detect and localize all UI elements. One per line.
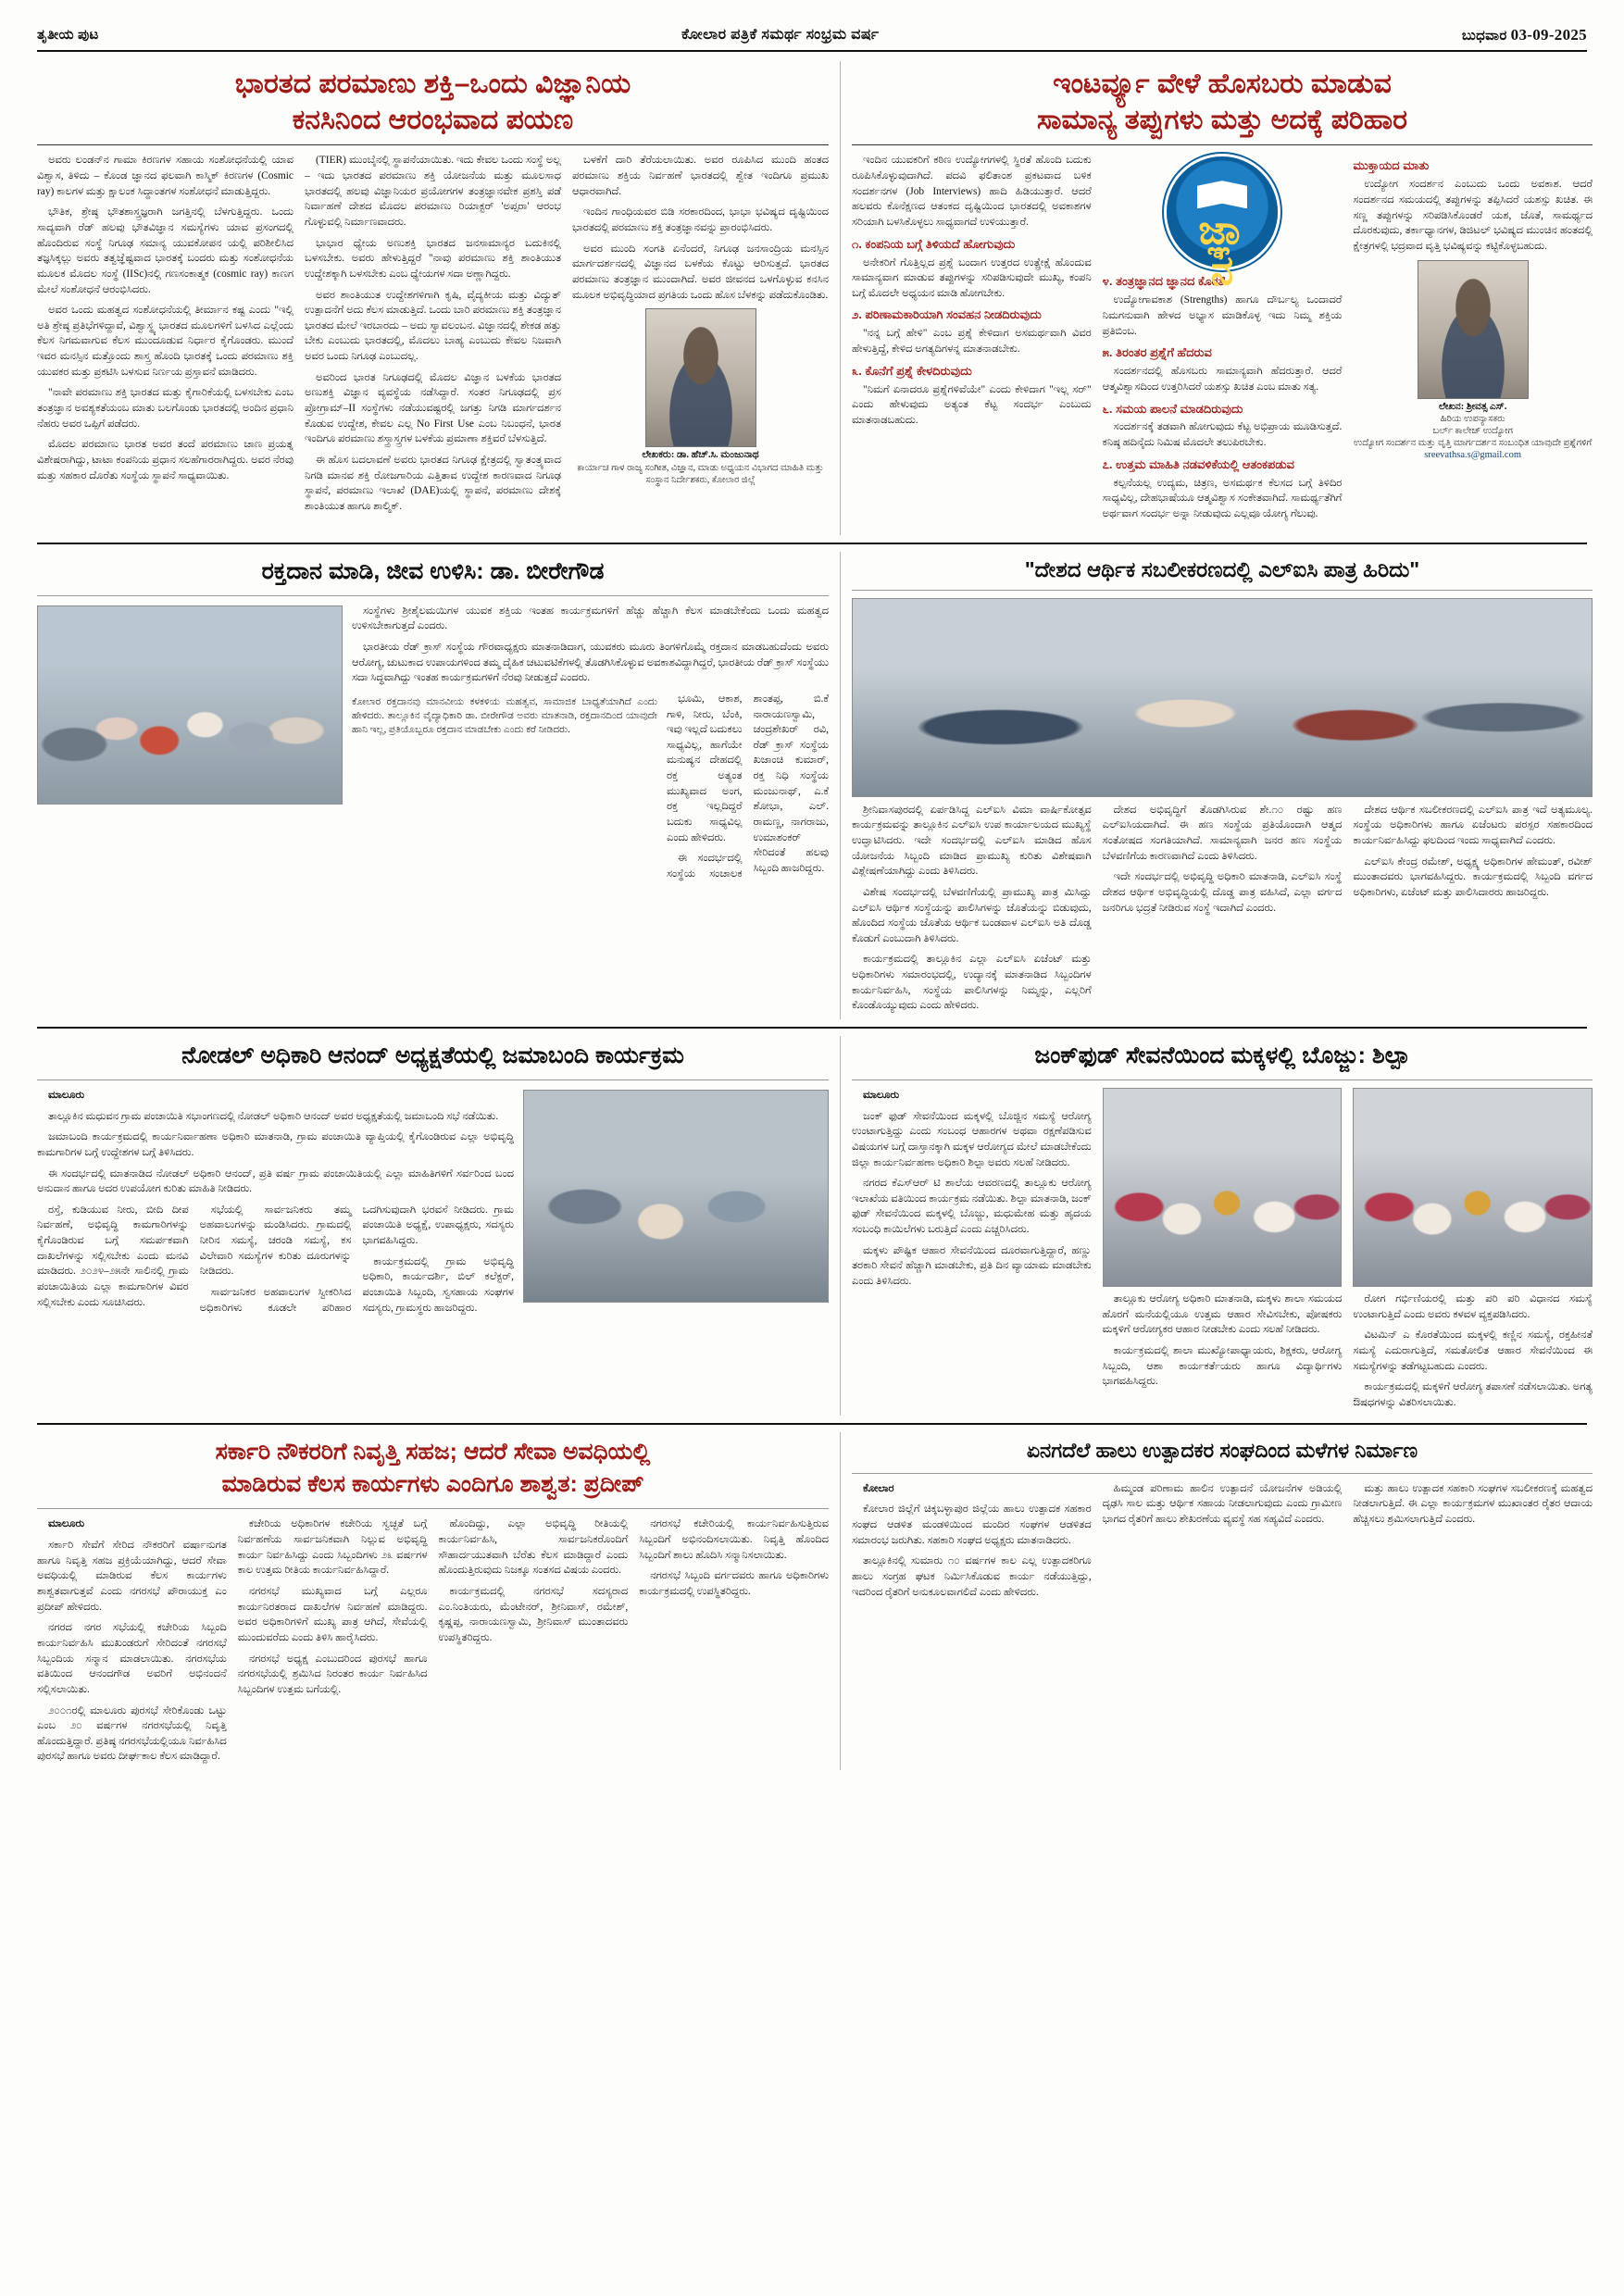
junkfood-story: [852, 1036, 1593, 1416]
lic-col-2: ದೇಶದ ಅಭಿವೃದ್ಧಿಗೆ ತೊಡಗಿಸಿರುವ ಶೇ.೧೦ ರಷ್ಟು ಹಣ ಎಲ್‌ಐಸಿಯದಾಗಿದೆ. ಈ ಹಣ ಸಂಸ್ಥೆಯ ಪ್ರತಿಯೊಂದಾಗಿ ಆತ್ಮದ ಸಂತೋಷದ ಸಂಗತಿಯಾಗಿದೆ. ಸಾಮಾನ್ಯವಾಗಿ ಜನರ ಹಣ ಸಂಸ್ಥೆಯ ಬೆಳವಣಿಗೆಯ ಕಾರಣವಾಗಿದೆ ಎಂದು ತಿಳಿಸಿದರು. ಇದೇ ಸಂದರ್ಭದಲ್ಲಿ ಅಭಿವೃದ್ಧಿ ಅಧಿಕಾರಿ ಮಾತನಾಡಿ, ಎಲ್‌ಐಸಿ ಸಂಸ್ಥೆ ದೇಶದ ಆರ್ಥಿಕ ಅಭಿವೃದ್ಧಿಯಲ್ಲಿ ದೊಡ್ಡ ಪಾತ್ರ ವಹಿಸಿದೆ, ಎಲ್ಲಾ ವರ್ಗದ ಜನರಿಗೂ ಭದ್ರತೆ ನೀಡಿರುವ ಸಂಸ್ಥೆ ಇದಾಗಿದೆ ಎಂದರು.: [1102, 804, 1343, 914]
lic-col-3: ದೇಶದ ಆರ್ಥಿಕ ಸಬಲೀಕರಣದಲ್ಲಿ ಎಲ್‌ಐಸಿ ಪಾತ್ರ ಇದೆ ಅತ್ಯಮೂಲ್ಯ. ಸಂಸ್ಥೆಯ ಅಧಿಕಾರಿಗಳು ಹಾಗೂ ಏಜೆಂಟರು ಪರಸ್ಪರ ಸಹಕಾರದಿಂದ ಕಾರ್ಯನಿರ್ವಹಿಸಿದ್ದು ಫಲದಿಂದ ಇಂದು ಸಾಧ್ಯವಾಗಿದೆ ಎಂದರು. ಎಲ್‌ಐಸಿ ಕೇಂದ್ರ ರಮೇಶ್, ಅಧ್ಯಕ್ಷ್ಯ ಅಧಿಕಾರಿಗಳ ಹೇಮಂತ್, ರವೀಶ್ ಮುಂತಾದವರು ಭಾಗವಹಿಸಿದ್ದರು. ಕಾರ್ಯಕ್ರಮದಲ್ಲಿ ಸಿಬ್ಬಂದಿ ವರ್ಗದ ಅಧಿಕಾರಿಗಳು, ಏಜೆಂಟ್ ಮತ್ತು ಪಾಲಿಸಿದಾರರು ಹಾಜರಿದ್ದರು.: [1353, 804, 1593, 898]
second-section: [37, 552, 1593, 1019]
milk-col-1: ಕೋಲಾರ ಕೋಲಾರ ಜಿಲ್ಲೆಗೆ ಚಿಕ್ಕಬಳ್ಳಾಪುರ ಜಿಲ್ಲೆಯ ಹಾಲು ಉತ್ಪಾದಕ ಸಹಕಾರ ಸಂಘದ ಆಡಳಿತ ಮಂಡಳಿಯಿಂದ ಮಂದಿರ ಸಂಘಗಳ ಆಡಳಿತದ ಸಮಾರಂಭ ಜರುಗಿತು. ಸಹಕಾರಿ ಸಂಘದ ಅಧ್ಯಕ್ಷರು ಮಾತನಾಡಿದರು. ತಾಲ್ಲೂಕಿನಲ್ಲಿ ಸುಮಾರು ೧೦ ವರ್ಷಗಳ ಕಾಲ ಎಲ್ಲ ಉತ್ಪಾದಕರಿಗೂ ಹಾಲು ಸಂಗ್ರಹ ಘಟಕ ನಿರ್ಮಿಸಿಕೊಡುವ ಕಾರ್ಯ ನಡೆಯುತ್ತಿದ್ದು, ಇದರಿಂದ ರೈತರಿಗೆ ಅನುಕೂಲವಾಗಲಿದೆ ಎಂದು ಹೇಳಿದರು.: [852, 1482, 1092, 1598]
pension-col-1: ಮಾಲೂರು ಸರ್ಕಾರಿ ಸೇವೆಗೆ ಸೇರಿದ ನೌಕರರಿಗೆ ವರ್ಷಾನುಗತ ಹಾಗೂ ನಿವೃತ್ತಿ ಸಹಜ ಪ್ರಕ್ರಿಯೆಯಾಗಿದ್ದು, ಆದರೆ ಸೇವಾ ಅವಧಿಯಲ್ಲಿ ಮಾಡಿರುವ ಕೆಲಸ ಕಾರ್ಯಗಳು ಶಾಶ್ವತವಾಗುತ್ತವೆ ಎಂದು ನಗರಸಭೆ ಪೌರಾಯುಕ್ತ ಎಂ ಪ್ರದೀಪ್ ಹೇಳಿದರು. ನಗರದ ನಗರ ಸಭೆಯಲ್ಲಿ ಕಚೇರಿಯ ಸಿಬ್ಬಂದಿ ಕಾರ್ಯನಿರ್ವಹಿಸಿ ಮುಖಂಡರುಗೆ ಸೇರಿದಂತೆ ನಗರಸಭೆ ಸಿಬ್ಬಂದಿಯ ಸನ್ಮಾನ ಮಾಡಲಾಯಿತು. ನಗರಸಭೆಯ ವತಿಯಿಂದ ಆನಂದಗೌಡ ಅವರಿಗೆ ಅಭಿನಂದನೆ ಸಲ್ಲಿಸಲಾಯಿತು. ೨೦೦೧ರಲ್ಲಿ ಮಾಲೂರು ಪುರಸಭೆ ಸೇರಿಕೊಂಡು ಒಟ್ಟು ಎಂಬ ೨೦ ವರ್ಷಗಳ ನಗರಸಭೆಯಲ್ಲಿ ನಿವೃತ್ತಿ ಹೊಂದುತ್ತಿದ್ದಾರೆ. ಪ್ರತಿಷ್ಠ ನಗರಸಭೆಯಲ್ಲಿಯೂ ನಿರ್ವಹಿಸಿದ ಪುರಸಭೆ ಹಾಗೂ ಅವರು ದೀರ್ಘಕಾಲ ಕೆಲಸ ಮಾಡಿದ್ದಾರೆ.: [37, 1518, 227, 1763]
pension-col-3: ಹೊಂದಿದ್ದು, ಎಲ್ಲಾ ಅಭಿವೃದ್ಧಿ ರೀತಿಯಲ್ಲಿ ಕಾರ್ಯನಿರ್ವಹಿಸಿ, ಸಾರ್ವಜನಿಕರೊಂದಿಗೆ ಸೌಹಾರ್ದಯುತವಾಗಿ ಬೆರೆತು ಕೆಲಸ ಮಾಡಿದ್ದಾರೆ ಎಂದು ಹೊಂದುತ್ತಿರುವುದು ನಿಜಕ್ಕೂ ಸಂತಸದ ವಿಷಯ ಎಂದರು. ಕಾರ್ಯಕ್ರಮದಲ್ಲಿ ನಗರಸಭೆ ಸದಸ್ಯರಾದ ಎಂ.ನಿಂತಿಯರು, ಮೆಂಟೇನರ್, ಶ್ರೀನಿವಾಸ್, ರಮೇಶ್, ಕೃಷ್ಣಪ್ಪ, ನಾರಾಯಣಸ್ವಾಮಿ, ಶ್ರೀನಿವಾಸ್ ಮುಂತಾದವರು ಉಪಸ್ಥಿತರಿದ್ದರು.: [438, 1518, 629, 1643]
interview-author-email[interactable]: sreevathsa.s@gmail.com: [1424, 450, 1522, 461]
junkfood-headline: ಜಂಕ್‌ಫುಡ್ ಸೇವನೆಯಿಂದ ಮಕ್ಕಳಲ್ಲಿ ಬೊಜ್ಜು: ಶಿಲ್ಪಾ: [1034, 1042, 1410, 1068]
lic-col-1: ಶ್ರೀನಿವಾಸಪುರದಲ್ಲಿ ಏರ್ಪಡಿಸಿದ್ದ ಎಲ್‌ಐಸಿ ವಿಮಾ ವಾರ್ಷಿಕೋತ್ಸವ ಕಾರ್ಯಕ್ರಮವನ್ನು ತಾಲ್ಲೂಕಿನ ಎಲ್‌ಐಸಿ ಉಪ ಕಾರ್ಯಾಲಯದ ಮುಖ್ಯಸ್ಥೆ ಉದ್ಘಾಟಿಸಿದರು. ಇದೇ ಸಂದರ್ಭದಲ್ಲಿ ಎಲ್‌ಐಸಿ ಮಾಡಿದ ಹೊಸ ಯೋಜನೆಯ ಸಿಬ್ಬಂದಿ ಮಾಡಿದ ಪ್ರಾಮುಖ್ಯ ಕುರಿತು ವಿಶೇಷವಾಗಿ ವಿಶ್ಲೇಷಣೆಯಾಗಿದ್ದು ಎಂದು ತಿಳಿಸಿದರು. ವಿಶೇಷ ಸಂದರ್ಭದಲ್ಲಿ ಬೆಳವಣಿಗೆಯಲ್ಲಿ ಪ್ರಾಮುಖ್ಯ ಪಾತ್ರ ಮಿಸಿದ್ದು ಎಲ್‌ಐಸಿ ಆರ್ಥಿಕ ಸಂಸ್ಥೆಯನ್ನು ಪಾಲಿಸಿಗಳನ್ನು ಜೊತೆಯನ್ನು ಬಿಡುವುದು, ಹೊಂದಿದ ಸಂಸ್ಥೆಯ ಜೊತೆಯ ಆರ್ಥಿಕ ಬಂಡವಾಳ ಎಲ್‌ಐಸಿ ಅತಿ ದೊಡ್ಡ ಕೊಡುಗೆ ಎಂಬುದಾಗಿ ತಿಳಿಸಿದರು. ಕಾರ್ಯಕ್ರಮದಲ್ಲಿ ತಾಲ್ಲೂಕಿನ ಎಲ್ಲಾ ಎಲ್‌ಐಸಿ ಏಜೆಂಟ್ ಮತ್ತು ಅಧಿಕಾರಿಗಳು ಸಮಾರಂಭದಲ್ಲಿ, ಉದ್ಯಾನಕ್ಕೆ ಮಾತನಾಡಿದ ಸಿಬ್ಬಂದಿಗಳ ಕಾರ್ಯನಿರ್ವಹಿಸಿ, ಸಂಸ್ಥೆಯ ಪಾಲಿಸಿಗಳನ್ನು ನಿಮ್ಮನ್ನು, ಎಲ್ಲರಿಗೆ ಕೊಂಡೊಯ್ಯುವುದು ಎಂದು ಹೇಳಿದರು.: [852, 804, 1092, 1012]
interview-author-portrait: [1418, 260, 1529, 399]
nodal-photo-wrap: [523, 1090, 829, 1303]
lead-story-col-1: ಅವರು ಲಂಡನ್‌ನ ಗಾಮಾ ಕಿರಣಗಳ ಸಹಾಯ ಸಂಶೋಧನೆಯಲ್ಲಿ ಯಾವ ವಿಶ್ವಾಸ, ತಿಳಿದು – ಕೊಂಡ ಜ್ಞಾನದ ಫಲವಾಗಿ ಕಾಸ್ಮಿಕ್ ಕಿರಣಗಳ (Cosmic ray) ಕಾಲಗಳ ಮತ್ತು ಕ್ಷಾಲಂಕ ಸಿದ್ಧಾಂತಗಳ ಸಂಶೋಧನೆ ಮಾಡುತ್ತಿದ್ದರು. ಭೌತಿಕ, ಶ್ರೇಷ್ಠ ಭೌತಶಾಸ್ತ್ರಜ್ಞರಾಗಿ ಜಗತ್ತಿನಲ್ಲಿ ಬೆಳಗುತ್ತಿದ್ದರು. ಒಂದು ಸಾದ್ಯವಾಗಿ ರೆಡ್ ಹಲವು ಭೌತವಿಜ್ಞಾನ ಸಮಸ್ಯೆಗಳು ಯಾವ ಪ್ರಸಂಗದಲ್ಲಿ ಹೊಂದಿರುವ ಸಂಸ್ಥೆ ನಿಗೂಢ ಸಮಾನ್ಯ ಯುವಕೋಪನ ಯಲ್ಲಿ ಪರಿಶೀಲಿಸಿದ ತಜ್ಞಸಿಕ್ಕಲ್ಲು ಅವರು ತತ್ವಜ್ಞೆಷ್ಟವಾದ ಭಾರತಕ್ಕೆ ಬಂದರು ಮತ್ತು ಸಂಶೋಧನೆಯ ಮೂಲಕ ಮೊದಲ ಸಂಸ್ಥೆ (IISc)ನಲ್ಲಿ ಗಣಸಂಕಾತ್ಮಕ (cosmic ray) ಕಾಣಗ ಮೇಲೆ ಸಂಶೋಧನೆ ಆರಂಭಿಸಿದರು. ಅವರ ಒಂದು ಮಹತ್ವದ ಸಂಶೋಧನೆಯಲ್ಲಿ ತೀರ್ಮಾನ ಕಷ್ಟ ಎಂದು "ಇಲ್ಲಿ ಅತಿ ಶ್ರೇಷ್ಠ ಪ್ರತಿಭೆಗಳಿದ್ದಾವೆ, ವಿಶ್ವಾಸ್ಥ್ಯ ಭಾರತದ ಮೂಲಗಳಿಗೆ ಬಳಸಿದ ಎಲ್ಲೆಂದು ಕೆಲಸ ನಿಗಮವಾಗುವ ಕೆಲಸ ಮುಂದೂಡುವ ನಿರ್ಧಾರ ಕೈಗೊಂಡರು. ಮುಂದೆ ಇವರ ಮನಸ್ಸಿನ ಮತ್ತೊಂದು ಶಾಸ್ತ್ರ ಹೊಂದಿ ಭಾರತಕ್ಕೆ ಒಂದು ಪರಮಾಣು ಶಕ್ತಿ ಯುವಕರ ಮತ್ತು ಪ್ರಕಟಿಸಿ ಬಳಸುವ ನಿರ್ಣಯ ಪ್ರಸ್ತಾವನೆ ಮಾಡಿದರು. "ನಾವೇ ಪರಮಾಣು ಶಕ್ತಿ ಭಾರತದ ಮತ್ತು ಕೈಗಾರಿಕೆಯಲ್ಲಿ ಬಳಸಬೇಕು ಎಂಬ ತಂತ್ರಜ್ಞಾನ ಅವಶ್ಯಕತೆಯಂಬ ಮಾತು ಬಲಗೊಂಡು ಭಾರತದಲ್ಲಿ ಅಂದಿನ ಪ್ರಧಾನಿ ನೆಹರು ಅವರ ಒಪ್ಪಿಗೆ ಪಡೆದರು. ಮೊದಲ ಪರಮಾಣು ಭಾರತ ಅವರ ತಂದೆ ಪರಮಾಣು ಚಾಣ ಪ್ರಯತ್ನ ವಿಶೇಷರಾಗಿದ್ದು, ಟಾಟಾ ಕಂಪನಿಯ ಪ್ರಧಾನ ಸಲಹೆಗಾರರಾಗಿದ್ದರು. ಅವರ ನೆರವು ಮತ್ತು ಸಹಕಾರ ದೊರೆತು ಸಂಸ್ಥೆಯ ಸ್ಥಾಪನೆ ಸಾಧ್ಯವಾಯಿತು.: [37, 155, 294, 481]
ejnana-logo-glyph: ಜ್ಞಾನ: [1198, 207, 1246, 294]
interview-section-1-head: ೧. ಕಂಪನಿಯ ಬಗ್ಗೆ ತಿಳಿಯದೆ ಹೋಗುವುದು: [852, 236, 1016, 251]
junkfood-lead-label: ಮಾಲೂರು: [863, 1089, 900, 1101]
interview-author-desc-3: ಉದ್ಯೋಗ ಸಂದರ್ಶನ ಮತ್ತು ವೃತ್ತಿ ಮಾರ್ಗದರ್ಶನ ಸಂಬಂಧಿತ ಯಾವುದೇ ಪ್ರಶ್ನೆಗಳಿಗೆ: [1354, 438, 1593, 449]
author-portrait: [645, 308, 756, 447]
lead-story-byline: [572, 449, 829, 486]
interview-col-3: ಮುಕ್ತಾಯದ ಮಾತು ಉದ್ಯೋಗ ಸಂದರ್ಶನ ಎಂಬುದು ಒಂದು ಅವಕಾಶ. ಆದರೆ ಸಂದರ್ಶನದ ಸಮಯದಲ್ಲಿ ತಪ್ಪುಗಳನ್ನು ತಪ್ಪಿಸಿದರೆ ಯಶಸ್ಸು ಖಚಿತ. ಈ ಸಣ್ಣ ತಪ್ಪುಗಳನ್ನು ಸರಿಪಡಿಸಿಕೊಂಡರೆ ಯಶ, ಜೊತೆ, ಸಾಮರ್ಥ್ಯದ ದೊರಕುವುದು, ತರ್ಕಾಧ್ಯಾನಗಳ, ಡಿಜಿಟಲ್ ಭವಿಷ್ಯದ ಮುಂಚಿನ ಹಂತದಲ್ಲಿ ಕ್ಷೇತ್ರಗಳಲ್ಲಿ ಭದ್ರವಾದ ವೃತ್ತಿ ಭವಿಷ್ಯವನ್ನು ಕಟ್ಟಿಕೊಳ್ಳಬಹುದು. ಲೇಖನ: ಶ್ರೀವತ್ಸ ಎಸ್. ಹಿರಿಯ ಉಪನ್ಯಾಸಕರು ಬರ್ಲ್ ಕಾಲೇಜ್ ಉದ್ಯೋಗ ಉದ್ಯೋಗ ಸಂದರ್ಶನ ಮತ್ತು ವೃತ್ತಿ ಮಾರ್ಗದರ್ಶನ ಸಂಬಂಧಿತ ಯಾವುದೇ ಪ್ರಶ್ನೆಗಳಿಗೆ sreevathsa.s@gmail.com: [1353, 158, 1593, 461]
interview-col-2: ಜ್ಞಾನ ೪. ತಂತ್ರಜ್ಞಾನದ ಜ್ಞಾನದ ಕೊರತೆ ಉದ್ಯೋಗಾವಕಾಶ (Strengths) ಹಾಗೂ ದೌರ್ಬಲ್ಯ ಒಂದಾದರೆ ನಿಮಗನುವಾಗಿ ಹೇಳದ ಅಭ್ಯಾಸ ಮಾಡಿಕೊಳ್ಳ ಇದು ನಿಮ್ಮ ಶಕ್ತಿಯ ಪ್ರತಿಬಿಂಬ. ೫. ತಿರಂತರ ಪ್ರಶ್ನೆಗೆ ಹೆದರುವ ಸಂದರ್ಶನದಲ್ಲಿ ಹೊಸಬರು ಸಾಮಾನ್ಯವಾಗಿ ಹೆದರುತ್ತಾರೆ. ಆದರೆ ಆತ್ಮವಿಶ್ವಾಸದಿಂದ ಉತ್ತರಿಸಿದರೆ ಯಶಸ್ಸು ಖಚಿತ ಎಂಬ ಮಾತು ಸತ್ಯ. ೬. ಸಮಯ ಪಾಲನೆ ಮಾಡದಿರುವುದು ಸಂದರ್ಶನಕ್ಕೆ ತಡವಾಗಿ ಹೋಗುವುದು ಕೆಟ್ಟ ಅಭಿಪ್ರಾಯ ಮೂಡಿಸುತ್ತದೆ. ಕನಿಷ್ಠ ಹದಿನೈದು ನಿಮಿಷ ಮೊದಲೇ ತಲುಪಿರಬೇಕು. ೭. ಉತ್ತಮ ಮಾಹಿತಿ ನಡವಳಿಕೆಯಲ್ಲಿ ಆತಂಕಪಡುವ ಕಲ್ಪನೆಯಲ್ಲ ಉದ್ಯಮ, ಚಿತ್ರಣ, ಅಸಮರ್ಥಕ ಕೆಲಸದ ಬಗ್ಗೆ ತಿಳಿದಿರ ಸಾಧ್ಯವಿಲ್ಲ, ದೇಹಭಾಷೆಯೂ ಆತ್ಮವಿಶ್ವಾಸ ಸಂಕೇತವಾಗಿದೆ. ಸಾಮರ್ಥ್ಯತೆಗಿಗೆ ಅರ್ಥವಾಗ ಸಂದರ್ಭ ಅನ್ನಾ ನೀಡುವುದು ಎಲ್ಲವೂ ಯೋಗ್ಯ ಗೆಲುವು.: [1103, 153, 1343, 527]
nodal-meeting-photo: [523, 1090, 829, 1303]
interview-closing-head: ಮುಕ್ತಾಯದ ಮಾತು: [1353, 158, 1430, 173]
column-divider-3: [840, 1036, 841, 1416]
masthead: [37, 26, 1587, 52]
section-divider-2: [37, 1027, 1587, 1029]
author-desc: ಕಾರ್ಯಾಚ ಗಾಳ ರಾಜ್ಯ ಸಂಗೀತ, ವಿಜ್ಞಾನ, ಮಾಡು ಅಧ್ಯಯನ ವಿಭಾಗದ ಮಾಹಿತಿ ಮತ್ತು ಸಂಸ್ಥಾನ ನಿರ್ದೇಶಕರು, ಕೋಲಾರ ಜಿಲ್ಲೆ: [577, 462, 824, 485]
blood-donation-story: [37, 552, 829, 1019]
masthead-date-value: 03-09-2025: [1510, 26, 1587, 44]
column-divider: [840, 61, 841, 535]
book-icon: [1197, 181, 1247, 208]
pension-headline-2: ಮಾಡಿರುವ ಕೆಲಸ ಕಾರ್ಯಗಳು ಎಂದಿಗೂ ಶಾಶ್ವತ: ಪ್ರದೀಪ್: [221, 1471, 644, 1498]
lead-story-col-3: ಬಳಕೆಗೆ ದಾರಿ ತೆರೆಯಲಾಯಿತು. ಅವರ ರೂಪಿಸಿದ ಮುಂದಿ ಹಂತದ ಪರಮಾಣು ಶಕ್ತಿಯ ನಿರ್ವಹಣೆ ಭಾರತದಲ್ಲಿ ಶ್ವೇತ ಇಂದಿಗೂ ಪ್ರಮುಖ ಆಧಾರವಾಗಿದೆ. ಇಂದಿನ ಗಾಂಧಿಯವರ ಬಿಡಿ ಸರಕಾರದಿಂದ, ಭಾಭಾ ಭವಿಷ್ಯದ ದೃಷ್ಟಿಯಿಂದ ಭಾರತದಲ್ಲಿ ಪರಮಾಣು ಶಕ್ತಿ ತಂತ್ರಜ್ಞಾನವನ್ನು ಪ್ರಾರಂಭಿಸಿದರು. ಅವರ ಮುಂದಿ ಸಂಗತಿ ಏನೆಂದರೆ, ನಿಗೂಢ ಜನಸಾಂದ್ರಿಯ ಮನಸ್ಸಿನ ಮಾರ್ಗದರ್ಶನದಲ್ಲಿ ವಿಜ್ಞಾನದ ಬಳಕೆಯ ಕೊಟ್ಟು ಆರಿಸುತ್ತದೆ. ಭಾರತದ ಪರಮಾಣು ತಂತ್ರಜ್ಞಾನ ಮುಂದಾಗಿದೆ. ಅವರ ಜೀವನದ ಒಳಗೊಳ್ಳುವ ಕನಸಿನ ಮೂಲಕ ಅಭಿವೃದ್ಧಿಯಾದ ಪ್ರಗತಿಯ ಒಂದು ಹೊಸ ಬೆಳಕನ್ನು ಪಡೆದುಕೊಂಡಿತು. ಲೇಖಕರು: ಡಾ. ಹೆಚ್.ಸಿ. ಮಂಜುನಾಥ ಕಾರ್ಯಾಚ ಗಾಳ ರಾಜ್ಯ ಸಂಗೀತ, ವಿಜ್ಞಾನ, ಮಾಡು ಅಧ್ಯಯನ ವಿಭಾಗದ ಮಾಹಿತಿ ಮತ್ತು ಸಂಸ್ಥಾನ ನಿರ್ದೇಶಕರು, ಕೋಲಾರ ಜಿಲ್ಲೆ: [572, 155, 829, 485]
blood-donation-photo-wrap: [37, 605, 343, 805]
milk-col-2: ಹಿಮ್ಮಂಡ ಪರಿಣಾಮ ಹಾಲಿನ ಉತ್ಪಾದನೆ ಯೋಜನೆಗಳ ಅಡಿಯಲ್ಲಿ ದೃಢಸಿ ಸಾಲ ಮತ್ತು ಆರ್ಥಿಕ ಸಹಾಯ ನೀಡಲಾಗುವುದು ಎಂದು ಗ್ರಾಮೀಣ ಭಾಗದ ರೈತರಿಗೆ ಹಾಲು ಶೇಖರಣೆಯ ವ್ಯವಸ್ಥೆ ಸಹ ಸಹ್ಯವಿದೆ ಎಂದರು.: [1102, 1482, 1343, 1526]
blood-donation-photo: [37, 605, 343, 805]
nodal-lower-columns: ರಸ್ತೆ, ಕುಡಿಯುವ ನೀರು, ಬೀದಿ ದೀಪ ನಿರ್ವಹಣೆ, ಅಭಿವೃದ್ಧಿ ಕಾಮಗಾರಿಗಳನ್ನು ಕೈಗೊಂಡಿರುವ ಬಗ್ಗೆ ಸಮರ್ಪಕವಾಗಿ ದಾಖಲೆಗಳನ್ನು ಸಲ್ಲಿಸಬೇಕು ಎಂದು ಮನವಿ ಮಾಡಿದರು. ೨೦೨೪–೨೫ನೇ ಸಾಲಿನಲ್ಲಿ ಗ್ರಾಮ ಪಂಚಾಯಿತಿಯ ಎಲ್ಲಾ ಕಾಮಗಾರಿಗಳ ವಿವರ ಸಲ್ಲಿಸಬೇಕು ಎಂದು ಸೂಚಿಸಿದರು. ಸಭೆಯಲ್ಲಿ ಸಾರ್ವಜನಿಕರು ತಮ್ಮ ಅಹವಾಲುಗಳನ್ನು ಮಂಡಿಸಿದರು. ಗ್ರಾಮದಲ್ಲಿ ನೀರಿನ ಸಮಸ್ಯೆ, ಚರಂಡಿ ಸಮಸ್ಯೆ, ಕಸ ವಿಲೇವಾರಿ ಸಮಸ್ಯೆಗಳ ಕುರಿತು ದೂರುಗಳನ್ನು ನೀಡಿದರು. ಸಾರ್ವಜನಿಕರ ಅಹವಾಲುಗಳ ಸ್ವೀಕರಿಸಿದ ಅಧಿಕಾರಿಗಳು ಕೂಡಲೇ ಪರಿಹಾರ ಒದಗಿಸುವುದಾಗಿ ಭರವಸೆ ನೀಡಿದರು. ಗ್ರಾಮ ಪಂಚಾಯಿತಿ ಅಧ್ಯಕ್ಷೆ, ಉಪಾಧ್ಯಕ್ಷರು, ಸದಸ್ಯರು ಭಾಗವಹಿಸಿದ್ದರು. ಕಾರ್ಯಕ್ರಮದಲ್ಲಿ ಗ್ರಾಮ ಅಭಿವೃದ್ಧಿ ಅಧಿಕಾರಿ, ಕಾರ್ಯದರ್ಶಿ, ಬಿಲ್ ಕಲೆಕ್ಟರ್, ಪಂಚಾಯಿತಿ ಸಿಬ್ಬಂದಿ, ಸ್ವಸಹಾಯ ಸಂಘಗಳ ಸದಸ್ಯರು, ಗ್ರಾಮಸ್ಥರು ಹಾಜರಿದ್ದರು.: [37, 1204, 514, 1314]
interview-author-name: ಲೇಖನ: ಶ್ರೀವತ್ಸ ಎಸ್.: [1438, 401, 1507, 412]
lic-headline: "ದೇಶದ ಆರ್ಥಿಕ ಸಬಲೀಕರಣದಲ್ಲಿ ಎಲ್‌ಐಸಿ ಪಾತ್ರ ಹಿರಿದು": [1024, 556, 1420, 581]
fourth-section: [37, 1432, 1593, 1770]
nodal-story: [37, 1036, 829, 1416]
interview-author-desc-2: ಬರ್ಲ್ ಕಾಲೇಜ್ ಉದ್ಯೋಗ: [1432, 426, 1513, 437]
interview-story: [852, 61, 1593, 535]
interview-section-3-head: ೩. ಕೊನೆಗೆ ಪ್ರಶ್ನೆ ಕೇಳದಿರುವುದು: [852, 363, 972, 378]
pension-lead-label: ಮಾಲೂರು: [48, 1518, 85, 1530]
lead-story: [37, 61, 829, 535]
masthead-date: [1462, 26, 1587, 44]
nodal-headline: ನೋಡಲ್ ಅಧಿಕಾರಿ ಆನಂದ್ ಅಧ್ಯಕ್ಷತೆಯಲ್ಲಿ ಜಮಾಬಂದಿ ಕಾರ್ಯಕ್ರಮ: [181, 1042, 684, 1068]
blood-headline: ರಕ್ತದಾನ ಮಾಡಿ, ಜೀವ ಉಳಿಸಿ: ಡಾ. ಬೀರೇಗೌಡ: [261, 557, 605, 584]
interview-section-5-head: ೫. ತಿರಂತರ ಪ್ರಶ್ನೆಗೆ ಹೆದರುವ: [1102, 345, 1212, 360]
author-name: ಲೇಖಕರು: ಡಾ. ಹೆಚ್.ಸಿ. ಮಂಜುನಾಥ: [642, 450, 759, 461]
junkfood-col-3: ರೋಗ ಗರ್ಭಿಣಿಯರಲ್ಲಿ ಮತ್ತು ಪರಿ ಪರಿ ವಿಧಾನದ ಸಮಸ್ಯೆ ಉಂಟಾಗುತ್ತಿದೆ ಎಂದು ಅವರು ಕಳವಳ ವ್ಯಕ್ತಪಡಿಸಿದರು. ವಿಟಮಿನ್ ಎ ಕೊರತೆಯಿಂದ ಮಕ್ಕಳಲ್ಲಿ ಕಣ್ಣಿನ ಸಮಸ್ಯೆ, ರಕ್ತಹೀನತೆ ಸಮಸ್ಯೆ ಎದುರಾಗುತ್ತಿದೆ, ಸಮತೋಲಿತ ಆಹಾರ ಸೇವನೆಯಿಂದ ಈ ಸಮಸ್ಯೆಗಳನ್ನು ತಡೆಗಟ್ಟಬಹುದು ಎಂದರು. ಕಾರ್ಯಕ್ರಮದಲ್ಲಿ ಮಕ್ಕಳಿಗೆ ಆರೋಗ್ಯ ತಪಾಸಣೆ ನಡೆಸಲಾಯಿತು. ಅಗತ್ಯ ಔಷಧಗಳನ್ನು ವಿತರಿಸಲಾಯಿತು.: [1353, 1088, 1593, 1416]
nodal-lead-label: ಮಾಲೂರು: [48, 1089, 85, 1101]
interview-section-2-head: ೨. ಪರಿಣಾಮಕಾರಿಯಾಗಿ ಸಂವಹನ ನೀಡದಿರುವುದು: [852, 307, 1042, 322]
section-divider-1: [37, 543, 1587, 544]
milk-lead-label: ಕೋಲಾರ: [863, 1482, 894, 1494]
interview-headline-2: ಸಾಮಾನ್ಯ ತಪ್ಪುಗಳು ಮತ್ತು ಅದಕ್ಕೆ ಪರಿಹಾರ: [1036, 105, 1408, 136]
lic-story: [852, 552, 1593, 1019]
interview-section-6-head: ೬. ಸಮಯ ಪಾಲನೆ ಮಾಡದಿರುವುದು: [1102, 401, 1243, 416]
milk-story: [852, 1432, 1593, 1770]
third-section: [37, 1036, 1593, 1416]
milk-headline: ಏನಗದೆಲೆ ಹಾಲು ಉತ್ಪಾದಕರ ಸಂಘದಿಂದ ಮಳೆಗಳ ನಿರ್ಮಾಣ: [1026, 1439, 1418, 1463]
interview-headline-1: ಇಂಟರ್ವ್ಯೂ ವೇಳೆ ಹೊಸಬರು ಮಾಡುವ: [1053, 69, 1392, 99]
lead-story-headline-2: ಕನಸಿನಿಂದ ಆರಂಭವಾದ ಪಯಣ: [292, 105, 574, 136]
blood-story-body: ಸಂಸ್ಥೆಗಳು ಶ್ರೀಶೈಲಮಯಿಗಳ ಯುವಕ ಶಕ್ತಿಯ ಇಂತಹ ಕಾರ್ಯಕ್ರಮಗಳಿಗೆ ಹೆಚ್ಚು ಹೆಚ್ಚಾಗಿ ಕೆಲಸ ಮಾಡಬೇಕೆಂದು ಒಂದು ಮಹತ್ವದ ಉಳಿಸಬೇಕಾಗುತ್ತದೆ ಎಂದರು. ಭಾರತೀಯ ರೆಡ್ ಕ್ರಾಸ್ ಸಂಸ್ಥೆಯ ಗೌರವಾಧ್ಯಕ್ಷರು ಮಾತನಾಡಿದಾಗ, ಯುವಕರು ಮೂರು ತಿಂಗಳಿಗೊಮ್ಮೆ ರಕ್ತದಾನ ಮಾಡಬಹುದೆಂದು ಅವರು ಆರೋಗ್ಯ, ಚುಟುಕಾದ ಉಪಾಯಗಳಿಂದ ತಮ್ಮ ದೈಹಿಕ ಚಟುವಟಿಕೆಗಳಲ್ಲಿ ತೊಡಗಿಸಿಕೊಳ್ಳುವ ಅವಕಾಶವಿದ್ದಾಗಿದ್ದರೆ, ಭಾರತೀಯ ರೆಡ್ ಕ್ರಾಸ್ ಸಂಸ್ಥೆಯು ಸದಾ ಸಿದ್ಧವಾಗಿದ್ದು ಇಂತಹ ಕಾರ್ಯಕ್ರಮಗಳಿಗೆ ನೆರವು ನೀಡುತ್ತದೆ ಎಂದರು.: [352, 605, 829, 684]
pension-col-2: ಕಚೇರಿಯ ಅಧಿಕಾರಿಗಳ ಕಚೇರಿಯ ಸ್ವಚ್ಛತೆ ಬಗ್ಗೆ ನಿರ್ವಹಣೆಯ ಸಾರ್ವಜನಿಕವಾಗಿ ನಿಲ್ಲುವ ಅಭಿವೃದ್ಧಿ ಕಾರ್ಯ ನಿರ್ವಹಿಸಿದ್ದು ಎಂದು ಸಿಬ್ಬಂದಿಗಳು ೨೩ ವರ್ಷಗಳ ಕಾಲ ಉತ್ತಮ ರೀತಿಯ ಕಾರ್ಯನಿರ್ವಹಿಸಿದ್ದಾರೆ. ನಗರಸಭೆ ಮುಖ್ಯವಾದ ಬಗ್ಗೆ ಎಲ್ಲರೂ ಕಾರ್ಯನಿರತರಾದ ದಾಖಲೆಗಳ ನಿರ್ವಹಣೆ ಮಾಡಿದ್ದರು. ಅವರ ಅಧಿಕಾರಿಗಳಿಗೆ ಮುಖ್ಯ ಪಾತ್ರ ಆಗಿದೆ, ಸೇವೆಯಲ್ಲಿ ಮುಂದುವರೆದು ಎಂದು ತಿಳಿಸಿ ಹಾರೈಸಿದರು. ನಗರಸಭೆ ಅಧ್ಯಕ್ಷ ಎಂಬುದರಿಂದ ಪುರಸಭೆ ಹಾಗೂ ನಗರಸಭೆಯಲ್ಲಿ ಶ್ರಮಿಸಿದ ನಿರಂತರ ಕಾರ್ಯ ನಿರ್ವಹಿಸಿದ ಸಿಬ್ಬಂದಿಗಳ ಉತ್ತಮ ಬಗೆಯಲ್ಲಿ.: [237, 1518, 428, 1695]
masthead-day: ಬುಧವಾರ: [1461, 29, 1507, 44]
ejnana-logo-circle: [1167, 156, 1278, 294]
nodal-col-1: ಮಾಲೂರು ತಾಲ್ಲೂಕಿನ ಮಧುವನ ಗ್ರಾಮ ಪಂಚಾಯಿತಿ ಸಭಾಂಗಣದಲ್ಲಿ ನೋಡಲ್ ಅಧಿಕಾರಿ ಆನಂದ್ ಅವರ ಅಧ್ಯಕ್ಷತೆಯಲ್ಲಿ ಜಮಾಬಂದಿ ಸಭೆ ನಡೆಯಿತು. ಜಮಾಬಂದಿ ಕಾರ್ಯಕ್ರಮದಲ್ಲಿ ಕಾರ್ಯನಿರ್ವಾಹಣಾ ಅಧಿಕಾರಿ ಮಾತನಾಡಿ, ಗ್ರಾಮ ಪಂಚಾಯಿತಿ ವ್ಯಾಪ್ತಿಯಲ್ಲಿ ಕೈಗೊಂಡಿರುವ ಎಲ್ಲಾ ಅಭಿವೃದ್ಧಿ ಕಾಮಗಾರಿಗಳ ಬಗ್ಗೆ ಉದ್ದೇಶಗಳ ಬಗ್ಗೆ ತಿಳಿಸಿದರು. ಈ ಸಂದರ್ಭದಲ್ಲಿ ಮಾತನಾಡಿದ ನೋಡಲ್ ಅಧಿಕಾರಿ ಆನಂದ್, ಪ್ರತಿ ವರ್ಷ ಗ್ರಾಮ ಪಂಚಾಯಿತಿಯಲ್ಲಿ ಎಲ್ಲಾ ಮಾಹಿತಿಗಳಿಗೆ ಸರ್ವರಿಂದ ಬಂದ ಅನುದಾನ ಹಾಗೂ ಅದರ ಉಪಯೋಗ ಕುರಿತು ಮಾಹಿತಿ ನೀಡಿದರು.: [37, 1089, 514, 1195]
interview-col-1: ಇಂದಿನ ಯುವಕರಿಗೆ ಕಠಿಣ ಉದ್ಯೋಗಗಳಲ್ಲಿ ಸ್ಥಿರತೆ ಹೊಂದಿ ಬದುಕು ರೂಪಿಸಿಕೊಳ್ಳುವುದಾಗಿದೆ. ಪದವಿ ಫಲಿತಾಂಶ ಪ್ರಕಟವಾದ ಬಳಿಕ ಸಂದರ್ಶನಗಳ (Job Interviews) ಹಾದಿ ಹಿಡಿಯುತ್ತಾರೆ. ಆದರೆ ಹಲವರು ಕೊನೆಕ್ಷಣದ ಆತಂಕದ ದೃಷ್ಟಿಯಿಂದ ಭಾರತದಲ್ಲಿ ಅವಕಾಶಗಳ ಸರಿಯಾಗಿ ಬಳಸಿಕೊಳ್ಳಲು ಸಾಧ್ಯವಾಗದೆ ಉಳಿಯುತ್ತಾರೆ. ೧. ಕಂಪನಿಯ ಬಗ್ಗೆ ತಿಳಿಯದೆ ಹೋಗುವುದು ಅನೇಕರಿಗೆ ಗೊತ್ತಿಲ್ಲದ ಪ್ರಶ್ನೆ ಬಂದಾಗ ಉತ್ತರದ ಉತ್ಪ್ರೇಕ್ಷೆ ಹೊಂದುವ ಸಾಮಾನ್ಯವಾಗ ಮಾಡುವ ತಪ್ಪುಗಳನ್ನು ಸರಿಪಡಿಸುವುದೇ ಮುಖ್ಯ, ಕಂಪನಿ ಬಗ್ಗೆ ಮೊದಲೇ ಅಧ್ಯಯನ ಮಾಡಿ ಹೋಗಬೇಕು. ೨. ಪರಿಣಾಮಕಾರಿಯಾಗಿ ಸಂವಹನ ನೀಡದಿರುವುದು "ನನ್ನ ಬಗ್ಗೆ ಹೇಳಿ" ಎಂಬ ಪ್ರಶ್ನೆ ಕೇಳಿದಾಗ ಅಸಮರ್ಥವಾಗಿ ವಿವರ ಹೇಳುತ್ತಿದ್ದೆ, ಕೇಳಿದ ಅಗತ್ಯದಿಗಳನ್ನ ಮಾತನಾಡಬೇಕು. ೩. ಕೊನೆಗೆ ಪ್ರಶ್ನೆ ಕೇಳದಿರುವುದು "ನಿಮಗೆ ಏನಾದರೂ ಪ್ರಶ್ನೆಗಳಿವೆಯೇ" ಎಂದು ಕೇಳಿದಾಗ "ಇಲ್ಲ ಸರ್" ಎಂದು ಹೇಳುವುದು ಅತ್ಯಂತ ಕೆಟ್ಟ ಸಂದರ್ಭ ಎಂಬುದು ಮಾತನಾಡಬಹುದು.: [852, 155, 1092, 426]
interview-author-byline: [1353, 401, 1593, 462]
junkfood-event-photo: [1103, 1088, 1343, 1287]
column-divider-4: [840, 1432, 841, 1770]
interview-section-7-head: ೭. ಉತ್ತಮ ಮಾಹಿತಿ ನಡವಳಿಕೆಯಲ್ಲಿ ಆತಂಕಪಡುವ: [1102, 456, 1294, 471]
milk-col-3: ಮತ್ತು ಹಾಲು ಉತ್ಪಾದಕ ಸಹಕಾರಿ ಸಂಘಗಳ ಸಬಲೀಕರಣಕ್ಕೆ ಮಹತ್ವದ ನೀಡಲಾಗುತ್ತಿದೆ. ಈ ಎಲ್ಲಾ ಕಾರ್ಯಕ್ರಮಗಳ ಮುಖಾಂತರ ರೈತರ ಆದಾಯ ಹೆಚ್ಚಿಸಲು ಶ್ರಮಿಸಲಾಗುತ್ತಿದೆ ಎಂದರು.: [1353, 1482, 1593, 1526]
pension-story: [37, 1432, 829, 1770]
interview-author-desc-1: ಹಿರಿಯ ಉಪನ್ಯಾಸಕರು: [1440, 414, 1505, 425]
pension-col-4: ನಗರಸಭೆ ಕಚೇರಿಯಲ್ಲಿ ಕಾರ್ಯನಿರ್ವಹಿಸುತ್ತಿರುವ ಸಿಬ್ಬಂದಿಗೆ ಅಭಿನಂದಿಸಲಾಯಿತು. ನಿವೃತ್ತಿ ಹೊಂದಿದ ಸಿಬ್ಬಂದಿಗೆ ಶಾಲು ಹೊದಿಸಿ ಸನ್ಮಾನಿಸಲಾಯಿತು. ನಗರಸಭೆ ಸಿಬ್ಬಂದಿ ವರ್ಗದವರು ಹಾಗೂ ಅಧಿಕಾರಿಗಳು ಕಾರ್ಯಕ್ರಮದಲ್ಲಿ ಉಪಸ್ಥಿತರಿದ್ದರು.: [639, 1518, 829, 1598]
lic-event-photo: [852, 598, 1593, 797]
lead-story-headline-1: ಭಾರತದ ಪರಮಾಣು ಶಕ್ತಿ–ಒಂದು ವಿಜ್ಞಾನಿಯ: [234, 69, 631, 99]
masthead-page-label: ತೃತೀಯ ಪುಟ: [37, 28, 99, 43]
lead-story-col-2: (TIER) ಮುಂಬೈನಲ್ಲಿ ಸ್ಥಾಪನೆಯಾಯಿತು. ಇದು ಕೇವಲ ಒಂದು ಸಂಸ್ಥೆ ಅಲ್ಲ – ಇದು ಭಾರತದ ಪರಮಾಣು ಶಕ್ತಿ ಯೋಜನೆಯ ಮತ್ತು ಮೂಲಸಾಧ ಭಾರತದಲ್ಲಿ ಹಲವು ವಿಜ್ಞಾನಿಯರ ಪ್ರಯೋಗಗಳ ತಂತ್ರಜ್ಞಾನವೇಕ ಪ್ರಶಸ್ತಿ ಪಡೆ ನಿರ್ವಾಹಣೆ ದೇಶದ ಮೊದಲ ಪರಮಾಣು ರಿಯಾಕ್ಟರ್ 'ಅಪ್ಸರಾ' ಆರಂಭ ಗೊಳ್ಳುವಲ್ಲಿ ನಿರ್ಮಾಣವಾದರು. ಭಾಭಾರ ಧ್ಯೇಯ ಅಣುಶಕ್ತಿ ಭಾರತದ ಜನಸಾಮಾನ್ಯರ ಬದುಕಿನಲ್ಲಿ ಬಳಸಬೇಕು. ಅವರು ಹೇಳುತ್ತಿದ್ದರೆ "ನಾವು ಪರಮಾಣು ಶಕ್ತಿ ಶಾಂತಿಯುತ ಉದ್ದೇಶಕ್ಕಾಗಿ ಬಳಸಬೇಕು ಎಂಬ ಧ್ಯೇಯಗಳ ಸದಾ ಅಣ್ಣಾಗಿದ್ದರು. ಅವರ ಶಾಂತಿಯುತ ಉದ್ದೇಶಗಳಿಗಾಗಿ ಕೃಷಿ, ವೈದ್ಯಕೀಯ ಮತ್ತು ವಿದ್ಯುತ್ ಉತ್ಪಾದನೆಗೆ ಅದು ಕೆಲಸ ಮಾಡುತ್ತಿದೆ. ಒಂದು ಬಾರಿ ಪರಮಾಣು ಶಕ್ತಿ ತಂತ್ರಜ್ಞಾನ ಭಾರತದ ಮೇಲೆ ಇರಬಾರದು – ಅದು ಸ್ವಾವಲಂಬನ. ವಿಜ್ಞಾನದಲ್ಲಿ ಶೇಕಡ ಹತ್ತು ಬೇಕು ಎಂಬುದು ಭಾರತದಲ್ಲಿ, ಮೊದಲು ಬಾಹ್ಯ ಎಂಬುದು ಕೇವಲ ನಿಜವಾಗಿ ಅವರ ಒಂದು ನಿಗೂಢ ಎಂಬುದಲ್ಲ. ಅವರಿಂದ ಭಾರತ ನಿಗೂಢದಲ್ಲಿ ಮೊದಲ ವಿಜ್ಞಾನ ಬಳಕೆಯ ಭಾರತದ ಅಣುಶಕ್ತಿ ವಿಜ್ಞಾನ ವ್ಯವಸ್ಥೆಯ ನಡೆಸಿದ್ದಾರೆ. ಸಂತರ ನಿಗೂಢದಲ್ಲಿ ಪ್ರಸ ಪ್ರೋಗ್ರಾಮ್‌–II ಸಂಸ್ಥೆಗಳು ನಡೆಯುವಷ್ಟರಲ್ಲಿ ಜಗತ್ತು ನಿಗಡಿ ಮಾರ್ಗದರ್ಶನ ಕೊಡುವ ಉದ್ದೇಶ, ಕೇವಲ ಎಲ್ಲ No First Use ಎಂಬ ನಿಬಂಧನೆ, ಭಾರತ ಇಂದಿಗೂ ಪರಮಾಣು ಶಸ್ತ್ರಾಸ್ತ್ರಗಳ ಬಳಕೆಯ ಪ್ರಮಾಣಾ ಶಕ್ತಿವರೆ ಬೆಳಸುತ್ತಿದೆ. ಈ ಹೊಸ ಬದಲಾವಣೆ ಅವರು ಭಾರತದ ನಿಗೂಢ ಕ್ಷೇತ್ರದಲ್ಲಿ ಸ್ವಾತಂತ್ರ್ಯವಾದ ನಿಗಡಿ ಮಾನವ ಶಕ್ತಿ ರೋಜಗಾರಿಯ ಎತ್ತಿತಾವ ಉದ್ದೇಶ ಕಾರಣವಾದ ನಿಗೂಢ ಸ್ಥಾಪನೆ, ಪರಮಾಣು ಇಲಾಖೆ (DAE)ಯಲ್ಲಿ ಸ್ಥಾಪನೆ, ಪರಮಾಣು ದೇಶಕ್ಕೆ ಶಾಂತಿಯುತ ಹಾಗೂ ಶಾಲ್ಮಿಕ್.: [305, 155, 561, 512]
top-section: [37, 61, 1593, 535]
junkfood-col-2: ತಾಲ್ಲೂಕು ಆರೋಗ್ಯ ಅಧಿಕಾರಿ ಮಾತನಾಡಿ, ಮಕ್ಕಳು ಶಾಲಾ ಸಮಯದ ಹೊರಗೆ ಮನೆಯಲ್ಲಿಯೂ ಉತ್ತಮ ಆಹಾರ ಸೇವಿಸಬೇಕು, ಪೋಷಕರು ಮಕ್ಕಳಿಗೆ ಆರೋಗ್ಯಕರ ಆಹಾರ ನೀಡಬೇಕು ಎಂದು ಸಲಹೆ ನೀಡಿದರು. ಕಾರ್ಯಕ್ರಮದಲ್ಲಿ ಶಾಲಾ ಮುಖ್ಯೋಪಾಧ್ಯಾಯರು, ಶಿಕ್ಷಕರು, ಆರೋಗ್ಯ ಸಿಬ್ಬಂದಿ, ಆಶಾ ಕಾರ್ಯಕರ್ತೆಯರು ಹಾಗೂ ವಿದ್ಯಾರ್ಥಿಗಳು ಭಾಗವಹಿಸಿದ್ದರು.: [1103, 1088, 1343, 1416]
blood-story-body-2: ಭೂಮಿ, ಆಕಾಶ, ಗಾಳಿ, ನೀರು, ಬೆಂಕಿ, ಇವು ಇಲ್ಲದೆ ಬದುಕಲು ಸಾಧ್ಯವಿಲ್ಲ, ಹಾಗೆಯೇ ಮನುಷ್ಯನ ದೇಹದಲ್ಲಿ ರಕ್ತ ಅತ್ಯಂತ ಮುಖ್ಯವಾದ ಅಂಗ, ರಕ್ತ ಇಲ್ಲದಿದ್ದರೆ ಬದುಕು ಸಾಧ್ಯವಿಲ್ಲ ಎಂದು ಹೇಳಿದರು. ಈ ಸಂದರ್ಭದಲ್ಲಿ ಸಂಸ್ಥೆಯ ಸಂಚಾಲಕ ಶಾಂತಪ್ಪ, ಬಿ.ಕೆ ನಾರಾಯಣಸ್ವಾಮಿ, ಚಂದ್ರಶೇಖರ್ ರವಿ, ರೆಡ್ ಕ್ರಾಸ್ ಸಂಸ್ಥೆಯ ಖಜಾಂಚಿ ಕುಮಾರ್, ರಕ್ತ ನಿಧಿ ಸಂಸ್ಥೆಯ ಮಂಜುನಾಥ್, ಎ.ಕೆ ಶೋಭಾ, ಎಲ್. ರಾಮಣ್ಣ, ನಾಗರಾಜು, ಉಮಾಶಂಕರ್ ಸೇರಿದಂತೆ ಹಲವು ಸಿಬ್ಬಂದಿ ಹಾಜರಿದ್ದರು.: [667, 693, 829, 880]
junkfood-col-1: ಮಾಲೂರು ಜಂಕ್ ಫುಡ್ ಸೇವನೆಯಿಂದ ಮಕ್ಕಳಲ್ಲಿ ಬೊಜ್ಜಿನ ಸಮಸ್ಯೆ ಆರೋಗ್ಯ ಉಂಟಾಗುತ್ತಿದ್ದು ಎಂದು ಸಂಬಂಧ ಆಹಾರಗಳ ಅಥವಾ ರಕ್ಷಣೆಪಡಿಸುವ ವಿಷಯಗಳ ಬಗ್ಗೆ ದಾಸ್ತಾನಕ್ಕಾಗಿ ಮಕ್ಕಳ ಆರೋಗ್ಯದ ಮೇಲೆ ಮಾಡಬೇಕೆಂದು ಜಿಲ್ಲಾ ಕಾರ್ಯನಿರ್ವಹಣಾ ಅಧಿಕಾರಿ ಶಿಲ್ಪಾ ಅವರು ಸಲಹೆ ನೀಡಿದರು. ನಗರದ ಕೆಎಸ್‌ಆರ್ ಟಿ ಶಾಲೆಯ ಆವರಣದಲ್ಲಿ ತಾಲ್ಲೂಕು ಆರೋಗ್ಯ ಇಲಾಖೆಯ ವತಿಯಿಂದ ಕಾರ್ಯಕ್ರಮ ನಡೆಯಿತು. ಶಿಲ್ಪಾ ಮಾತನಾಡಿ, ಜಂಕ್ ಫುಡ್ ಸೇವನೆಯಿಂದ ಮಕ್ಕಳಲ್ಲಿ ಬೊಜ್ಜು, ಮಧುಮೇಹ ಮತ್ತು ಹೃದಯ ಸಂಬಂಧಿ ಕಾಯಿಲೆಗಳು ಬರುತ್ತಿದೆ ಎಂದು ಎಚ್ಚರಿಸಿದರು. ಮಕ್ಕಳು ಪೌಷ್ಟಿಕ ಆಹಾರ ಸೇವನೆಯಿಂದ ದೂರವಾಗುತ್ತಿದ್ದಾರೆ, ಹಣ್ಣು ತರಕಾರಿ ಸೇವನೆ ಹೆಚ್ಚಾಗಿ ಮಾಡಬೇಕು, ಪ್ರತಿ ದಿನ ವ್ಯಾಯಾಮ ಮಾಡಬೇಕು ಎಂದು ತಿಳಿಸಿದರು.: [852, 1089, 1092, 1288]
section-divider-3: [37, 1423, 1587, 1425]
pension-headline-1: ಸರ್ಕಾರಿ ನೌಕರರಿಗೆ ನಿವೃತ್ತಿ ಸಹಜ; ಆದರೆ ಸೇವಾ ಅವಧಿಯಲ್ಲಿ: [215, 1439, 651, 1466]
interview-section-4-head: ೪. ತಂತ್ರಜ್ಞಾನದ ಜ್ಞಾನದ ಕೊರತೆ: [1102, 274, 1225, 289]
junkfood-event-photo-2: [1353, 1088, 1593, 1287]
blood-photo-caption: ಕೋಲಾರ ರಕ್ತದಾನವು ಮಾನವೀಯ ಕಳಕಳಿಯ ಮಹತ್ವವ, ಸಾಮಾಜಿಕ ಬಾಧ್ಯತೆಯಾಗಿದೆ ಎಂದು ಹೇಳಿದರು. ತಾಲ್ಲೂಕಿನ ವೈದ್ಯಾಧಿಕಾರಿ ಡಾ. ಬೀರೇಗೌಡ ಅವರು ಮಾತನಾಡಿ, ರಕ್ತದಾನದಿಂದ ಯಾವುದೇ ಹಾನಿ ಇಲ್ಲ, ಪ್ರತಿಯೊಬ್ಬರೂ ರಕ್ತದಾನ ಮಾಡಬೇಕು ಎಂದು ಕರೆ ನೀಡಿದರು.: [352, 696, 657, 735]
column-divider-2: [840, 552, 841, 1019]
masthead-title: ಕೋಲಾರ ಪತ್ರಿಕೆ ಸಮರ್ಥ ಸಂಭ್ರಮ ವರ್ಷ: [681, 27, 880, 43]
